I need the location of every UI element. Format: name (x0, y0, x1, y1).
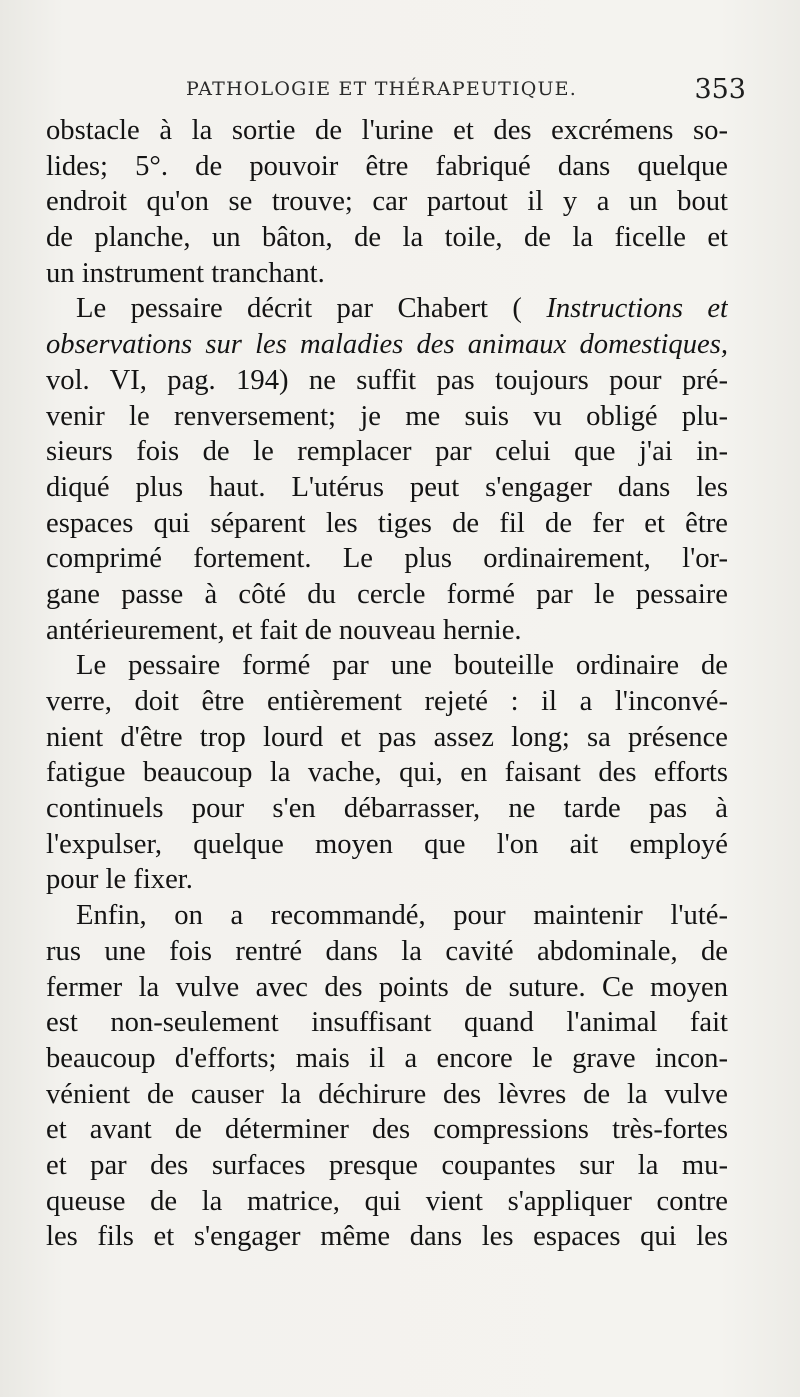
text-line: endroit qu'on se trouve; car partout il y a un bout (46, 186, 728, 218)
text-line: est non-seulement insuffisant quand l'animal fait (46, 1007, 728, 1039)
text-line: fermer la vulve avec des points de suture. Ce moyen (46, 971, 728, 1003)
text-line: obstacle à la sortie de l'urine et des excrémens so- (46, 115, 728, 146)
text-line: de planche, un bâton, de la toile, de la ficelle et (46, 222, 728, 254)
text-line: pour le fixer. (46, 864, 193, 896)
text-line: antérieurement, et fait de nouveau hernie. (46, 614, 522, 646)
text-line: beaucoup d'efforts; mais il a encore le grave incon- (46, 1042, 728, 1074)
text-line: et par des surfaces presque coupantes sur la mu- (46, 1149, 728, 1181)
body-text (46, 113, 728, 1255)
text-line: rus une fois rentré dans la cavité abdominale, de (46, 935, 728, 967)
text-line: verre, doit être entièrement rejeté : il a l'inconvé- (46, 686, 728, 717)
text-line: lides; 5°. de pouvoir être fabriqué dans quelque (46, 150, 728, 182)
page-header (46, 76, 746, 110)
text-line: venir le renversement; je me suis vu obligé plu- (46, 400, 728, 432)
page-number: 353 (694, 74, 746, 105)
text-line: diqué plus haut. L'utérus peut s'engager dans les (46, 471, 728, 503)
text-line: gane passe à côté du cercle formé par le pessaire (46, 578, 728, 610)
text-line: un instrument tranchant. (46, 257, 325, 289)
text-line: l'expulser, quelque moyen que l'on ait employé (46, 828, 728, 860)
text-line: Le pessaire formé par une bouteille ordinaire de (76, 650, 728, 682)
text-run: Le pessaire décrit par Chabert ( (76, 293, 522, 325)
text-line: vol. VI, pag. 194) ne suffit pas toujours pour pré- (46, 364, 728, 396)
text-line: sieurs fois de le remplacer par celui que j'ai in- (46, 436, 728, 468)
text-line: fatigue beaucoup la vache, qui, en faisant des efforts (46, 757, 728, 789)
text-line: comprimé fortement. Le plus ordinairement, l'or- (46, 543, 728, 575)
text-line: continuels pour s'en débarrasser, ne tarde pas à (46, 793, 728, 825)
text-line: Enfin, on a recommandé, pour maintenir l'uté- (76, 900, 728, 932)
text-line: observations sur les maladies des animaux domestiques, (46, 329, 728, 361)
text-line: espaces qui séparent les tiges de fil de fer et être (46, 507, 728, 539)
running-title: PATHOLOGIE ET THÉRAPEUTIQUE. (186, 78, 577, 100)
text-line: les fils et s'engager même dans les espaces qui les (46, 1221, 728, 1253)
text-line (46, 291, 728, 327)
text-line: vénient de causer la déchirure des lèvres de la vulve (46, 1078, 728, 1110)
italic-run: Instructions et (546, 293, 728, 325)
text-line: nient d'être trop lourd et pas assez long; sa présence (46, 721, 728, 753)
text-line: et avant de déterminer des compressions très-fortes (46, 1114, 728, 1146)
text-line: queuse de la matrice, qui vient s'appliquer contre (46, 1185, 728, 1217)
